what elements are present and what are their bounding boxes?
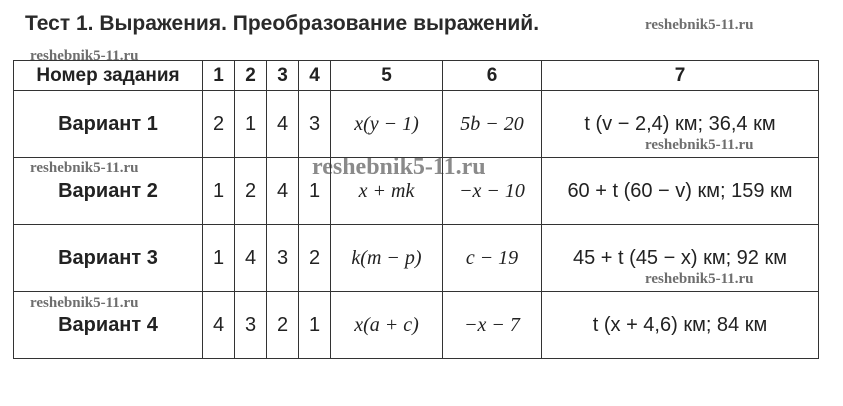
variant-label: Вариант 2 — [14, 158, 203, 225]
answer-cell: 2 — [267, 292, 299, 359]
header-cell: Номер задания — [14, 61, 203, 91]
answer-cell: 2 — [235, 158, 267, 225]
variant-label: Вариант 3 — [14, 225, 203, 292]
answer-cell: 5b − 20 — [443, 91, 542, 158]
variant-label: Вариант 4 — [14, 292, 203, 359]
answer-cell: 2 — [203, 91, 235, 158]
answer-cell: x + mk — [331, 158, 443, 225]
header-cell: 5 — [331, 61, 443, 91]
answer-cell: 1 — [299, 158, 331, 225]
answer-cell: 3 — [299, 91, 331, 158]
table-row — [14, 91, 819, 158]
watermark-text: reshebnik5-11.ru — [312, 154, 486, 180]
answer-cell: 4 — [235, 225, 267, 292]
table-row — [14, 292, 819, 359]
answer-cell: c − 19 — [443, 225, 542, 292]
answer-cell: 3 — [235, 292, 267, 359]
answer-cell: 3 — [267, 225, 299, 292]
watermark-text: reshebnik5-11.ru — [645, 137, 754, 153]
answer-cell: 1 — [299, 292, 331, 359]
answer-cell: 2 — [299, 225, 331, 292]
answer-cell: 45 + t (45 − x) км; 92 км — [542, 225, 819, 292]
table-header-row — [14, 61, 819, 91]
table-row — [14, 225, 819, 292]
answer-cell: 4 — [267, 158, 299, 225]
answer-cell: −x − 10 — [443, 158, 542, 225]
header-cell: 7 — [542, 61, 819, 91]
watermark-text: reshebnik5-11.ru — [30, 295, 139, 311]
answer-cell: 1 — [235, 91, 267, 158]
table-row — [14, 158, 819, 225]
header-cell: 6 — [443, 61, 542, 91]
watermark-text: reshebnik5-11.ru — [645, 17, 754, 33]
answer-cell: 60 + t (60 − v) км; 159 км — [542, 158, 819, 225]
answer-cell: x(y − 1) — [331, 91, 443, 158]
variant-label: Вариант 1 — [14, 91, 203, 158]
answer-cell: t (x + 4,6) км; 84 км — [542, 292, 819, 359]
answer-cell: 1 — [203, 158, 235, 225]
header-cell: 3 — [267, 61, 299, 91]
header-cell: 1 — [203, 61, 235, 91]
answer-cell: k(m − p) — [331, 225, 443, 292]
answer-cell: 1 — [203, 225, 235, 292]
answers-table — [13, 60, 819, 359]
answer-cell: t (v − 2,4) км; 36,4 км — [542, 91, 819, 158]
answer-cell: −x − 7 — [443, 292, 542, 359]
answer-cell: 4 — [203, 292, 235, 359]
answer-cell: 4 — [267, 91, 299, 158]
answer-cell: x(a + c) — [331, 292, 443, 359]
watermark-text: reshebnik5-11.ru — [30, 48, 139, 64]
watermark-text: reshebnik5-11.ru — [30, 160, 139, 176]
watermark-text: reshebnik5-11.ru — [645, 271, 754, 287]
header-cell: 4 — [299, 61, 331, 91]
page-title: Тест 1. Выражения. Преобразование выражений. — [25, 12, 540, 35]
header-cell: 2 — [235, 61, 267, 91]
